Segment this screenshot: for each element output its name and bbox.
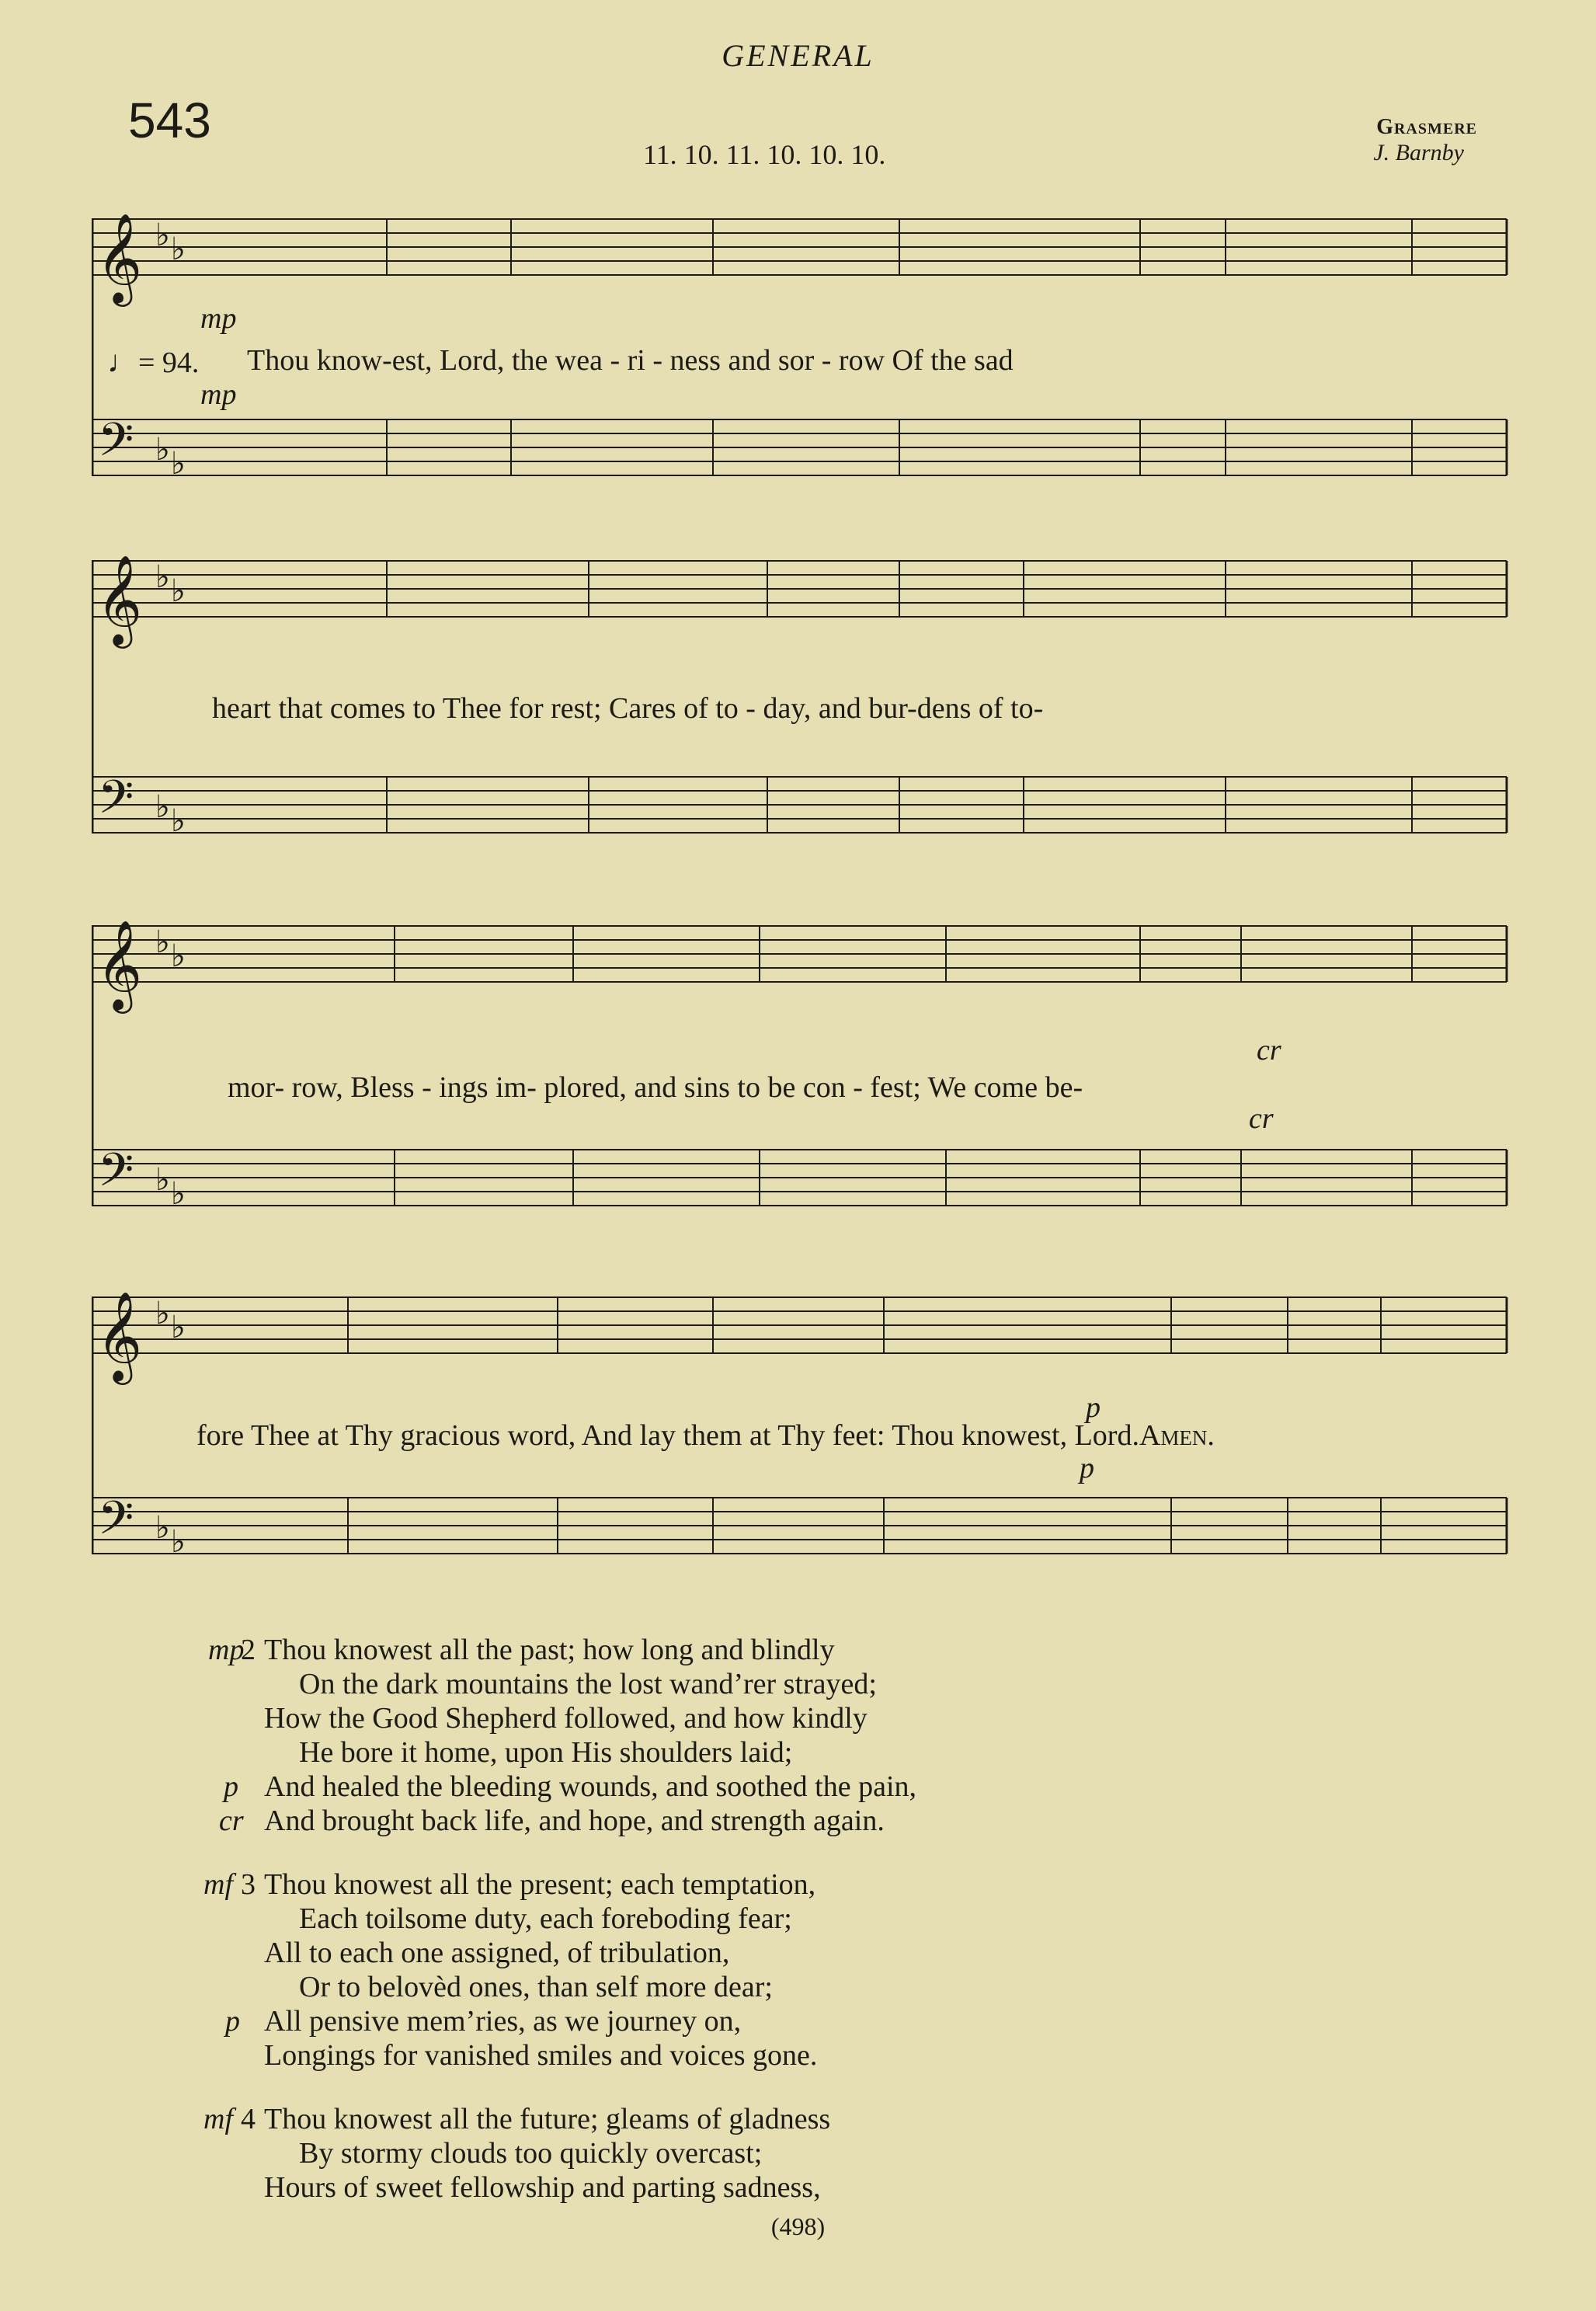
lyric-line-1: Thou know-est, Lord, the wea - ri - ness and sor - row Of the sad [247, 344, 1014, 377]
clef-symbol: ♭ [155, 432, 170, 468]
clef-symbol: 𝄢 [98, 770, 134, 835]
clef-symbol: ♭ [155, 1510, 170, 1546]
verse-dynamic: p [225, 2005, 240, 2038]
verse-dynamic: p [224, 1770, 238, 1803]
clef-symbol: ♭ [171, 803, 186, 839]
tune-name: Grasmere [1376, 115, 1477, 139]
verse-line: By stormy clouds too quickly overcast; [299, 2137, 763, 2170]
verse-line: And healed the bleeding wounds, and soothed the pain, [264, 1770, 917, 1803]
clef-symbol: 𝄢 [98, 1491, 134, 1556]
clef-symbol: ♭ [171, 1310, 186, 1345]
section-title: GENERAL [722, 38, 874, 73]
verse-number: 2 [241, 1634, 256, 1666]
verse-4 [203, 2102, 831, 2205]
verse-line: Or to belovèd ones, than self more dear; [299, 1971, 773, 2003]
music-system-4 [92, 1266, 1513, 1600]
verse-line: And brought back life, and hope, and strength again. [264, 1805, 885, 1837]
clef-symbol: ♭ [155, 789, 170, 825]
verse-dynamic: mf [203, 2103, 233, 2135]
meter: 11. 10. 11. 10. 10. 10. [643, 139, 886, 170]
clef-symbol: ♭ [155, 1296, 170, 1331]
verse-line: Longings for vanished smiles and voices gone. [264, 2039, 818, 2072]
clef-symbol: ♭ [155, 218, 170, 253]
clef-symbol: ♭ [171, 446, 186, 482]
clef-symbol: ♭ [171, 1524, 186, 1560]
verse-line: All to each one assigned, of tribulation, [264, 1937, 730, 1969]
composer: J. Barnby [1373, 140, 1464, 165]
verse-line: Thou knowest all the present; each temptation, [264, 1868, 816, 1901]
clef-symbol: ♭ [171, 573, 186, 609]
verse-line: Each toilsome duty, each foreboding fear; [299, 1902, 792, 1935]
clef-symbol: ♭ [155, 924, 170, 960]
verse-line: Hours of sweet fellowship and parting sadness, [264, 2171, 821, 2204]
verse-line: Thou knowest all the past; how long and blindly [264, 1634, 835, 1666]
clef-symbol: 𝄞 [96, 919, 143, 1010]
clef-symbol: ♭ [171, 231, 186, 267]
music-system-3 [92, 917, 1513, 1243]
dynamic-mark: p [1086, 1391, 1101, 1424]
dynamic-mark: p [1080, 1452, 1094, 1484]
music-system-1 [92, 210, 1513, 536]
verse-line: Thou knowest all the future; gleams of gladness [264, 2103, 831, 2135]
clef-symbol: ♭ [155, 559, 170, 595]
clef-symbol: ♭ [171, 1176, 186, 1212]
verse-number: 3 [241, 1868, 256, 1901]
clef-symbol: ♭ [171, 938, 186, 974]
clef-symbol: 𝄞 [96, 212, 143, 303]
lyric-line-2: heart that comes to Thee for rest; Cares of to - day, and bur-dens of to- [212, 692, 1044, 725]
verse-line: All pensive mem’ries, as we journey on, [264, 2005, 742, 2038]
dynamic-mark: mp [200, 302, 237, 335]
verse-2 [208, 1633, 917, 1838]
lyric-line-3: mor- row, Bless - ings im- plored, and sins to be con - fest; We come be- [228, 1071, 1083, 1104]
dynamic-mark: cr [1257, 1034, 1281, 1067]
clef-symbol: 𝄞 [96, 1290, 143, 1381]
amen-label: Amen. [1139, 1419, 1215, 1452]
verse-line: On the dark mountains the lost wand’rer strayed; [299, 1668, 877, 1700]
dynamic-mark: mp [200, 378, 237, 411]
verse-line: How the Good Shepherd followed, and how kindly [264, 1702, 868, 1735]
verse-line: He bore it home, upon His shoulders laid; [299, 1736, 793, 1769]
tempo-marking: ♩= 94. [107, 344, 200, 379]
clef-symbol: ♭ [155, 1162, 170, 1198]
verse-dynamic: cr [219, 1805, 244, 1837]
verse-3 [203, 1867, 818, 2073]
verse-dynamic: mp [208, 1634, 245, 1666]
hymn-number: 543 [128, 92, 211, 148]
dynamic-mark: cr [1249, 1102, 1274, 1135]
clef-symbol: 𝄢 [98, 412, 134, 478]
verse-dynamic: mf [203, 1868, 233, 1901]
clef-symbol: 𝄞 [96, 554, 143, 645]
music-system-2 [92, 552, 1513, 878]
page-number: (498) [770, 2212, 826, 2240]
lyric-line-4: fore Thee at Thy gracious word, And lay them at Thy feet: Thou knowest, Lord.Amen. [196, 1419, 1215, 1452]
verse-number: 4 [241, 2103, 256, 2135]
clef-symbol: 𝄢 [98, 1143, 134, 1208]
